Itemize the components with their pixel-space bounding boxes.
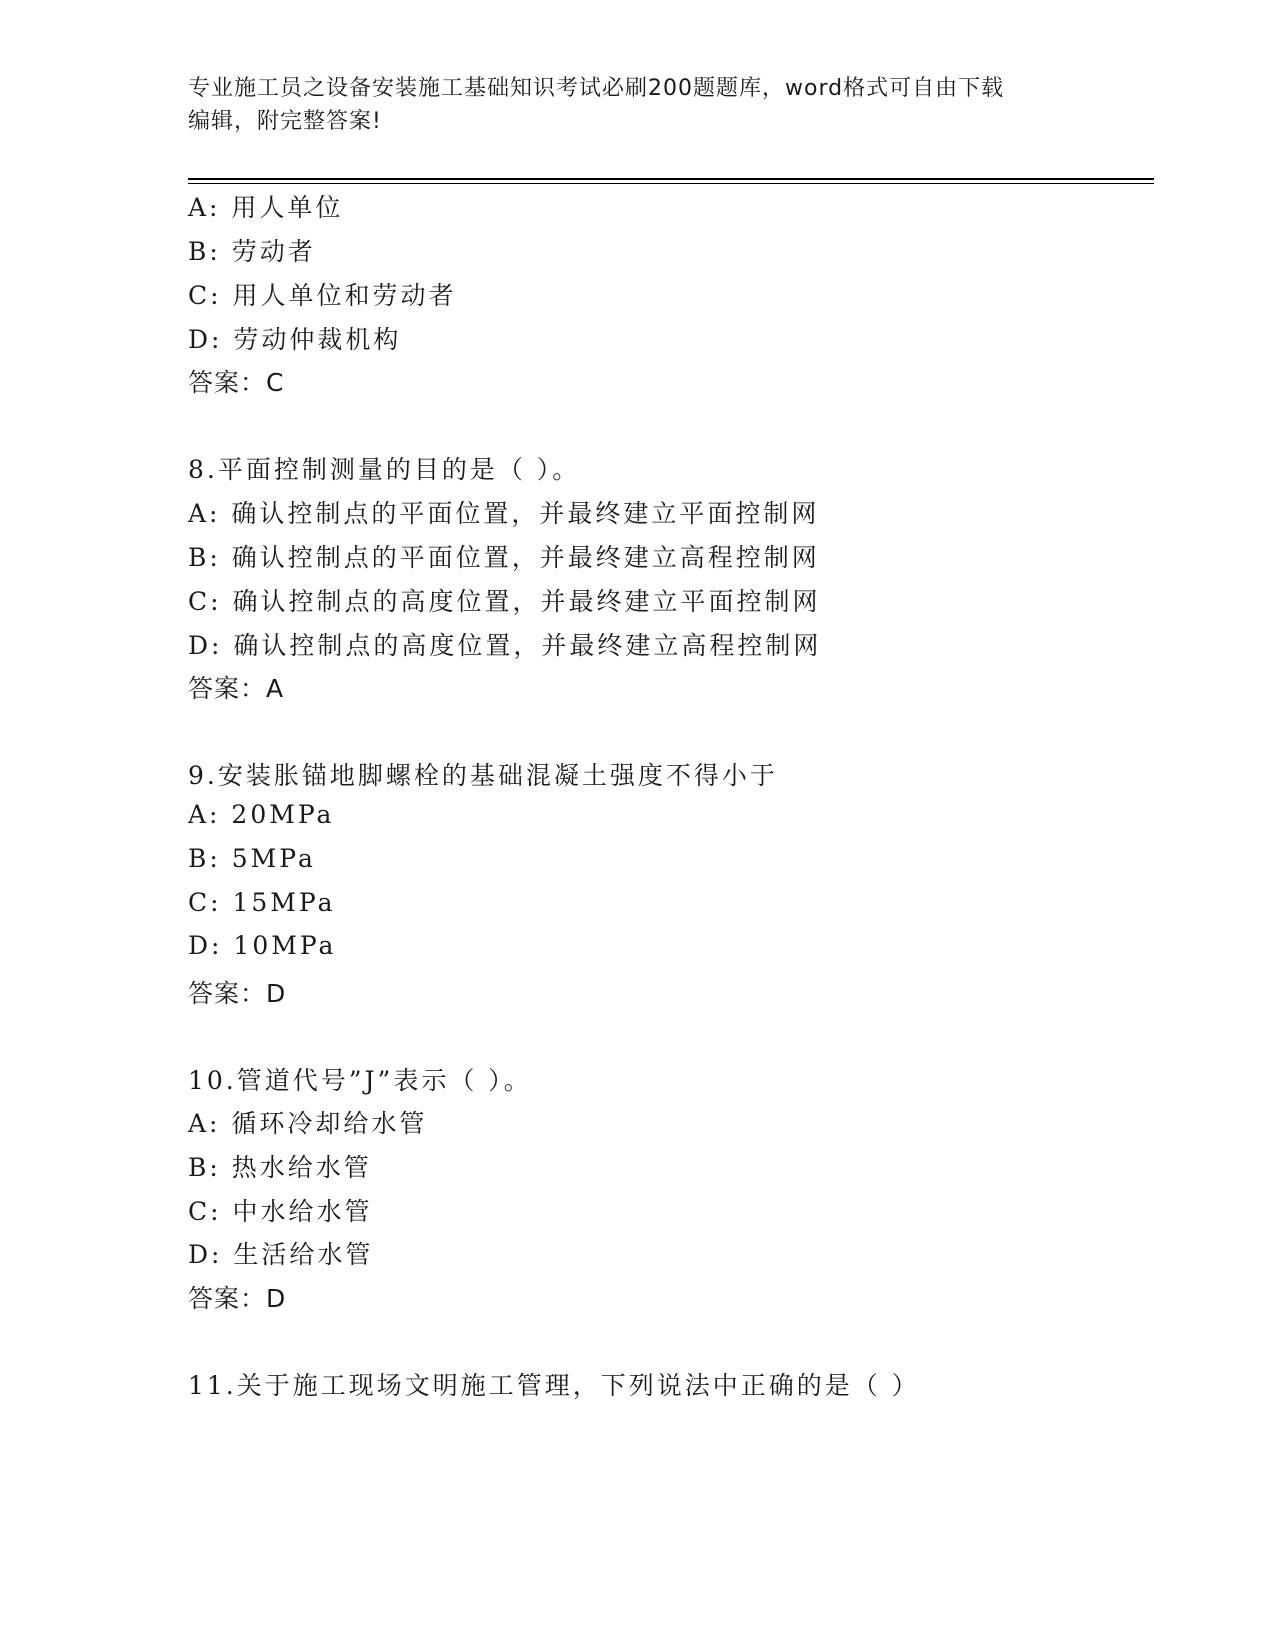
q7-answer: 答案：C xyxy=(188,368,285,397)
q9-option-d: D: 10MPa xyxy=(188,931,337,960)
q10-option-b: B: 热水给水管 xyxy=(188,1153,372,1182)
q8-option-c: C: 确认控制点的高度位置，并最终建立平面控制网 xyxy=(188,587,821,616)
q9-option-a: A: 20MPa xyxy=(188,800,335,829)
header-title-line1: 专业施工员之设备安装施工基础知识考试必刷200题题库，word格式可自由下载 xyxy=(188,76,1005,101)
q8-option-d: D: 确认控制点的高度位置，并最终建立高程控制网 xyxy=(188,631,822,660)
q9-answer: 答案：D xyxy=(188,979,287,1008)
q8-answer: 答案：A xyxy=(188,674,285,703)
header-divider-thin xyxy=(188,183,1154,184)
q8-option-a: A: 确认控制点的平面位置，并最终建立平面控制网 xyxy=(188,499,820,528)
q7-option-b: B: 劳动者 xyxy=(188,237,316,266)
q9-option-b: B: 5MPa xyxy=(188,844,316,873)
q7-option-c: C: 用人单位和劳动者 xyxy=(188,281,457,310)
q9-question: 9.安装胀锚地脚螺栓的基础混凝土强度不得小于 xyxy=(188,761,778,790)
q10-question: 10.管道代号”J”表示（ ）。 xyxy=(188,1066,532,1095)
q10-option-c: C: 中水给水管 xyxy=(188,1197,373,1226)
document-header xyxy=(188,72,1088,138)
q10-option-a: A: 循环冷却给水管 xyxy=(188,1109,428,1138)
q7-option-a: A: 用人单位 xyxy=(188,193,344,222)
header-title-line2: 编辑，附完整答案! xyxy=(188,109,382,134)
q10-answer: 答案：D xyxy=(188,1284,287,1313)
q11-question: 11.关于施工现场文明施工管理，下列说法中正确的是（ ） xyxy=(188,1371,920,1400)
q8-question: 8.平面控制测量的目的是（ ）。 xyxy=(188,455,581,484)
header-divider-thick xyxy=(188,178,1154,180)
q10-option-d: D: 生活给水管 xyxy=(188,1240,374,1269)
q7-option-d: D: 劳动仲裁机构 xyxy=(188,325,402,354)
q8-option-b: B: 确认控制点的平面位置，并最终建立高程控制网 xyxy=(188,543,820,572)
q9-option-c: C: 15MPa xyxy=(188,888,336,917)
